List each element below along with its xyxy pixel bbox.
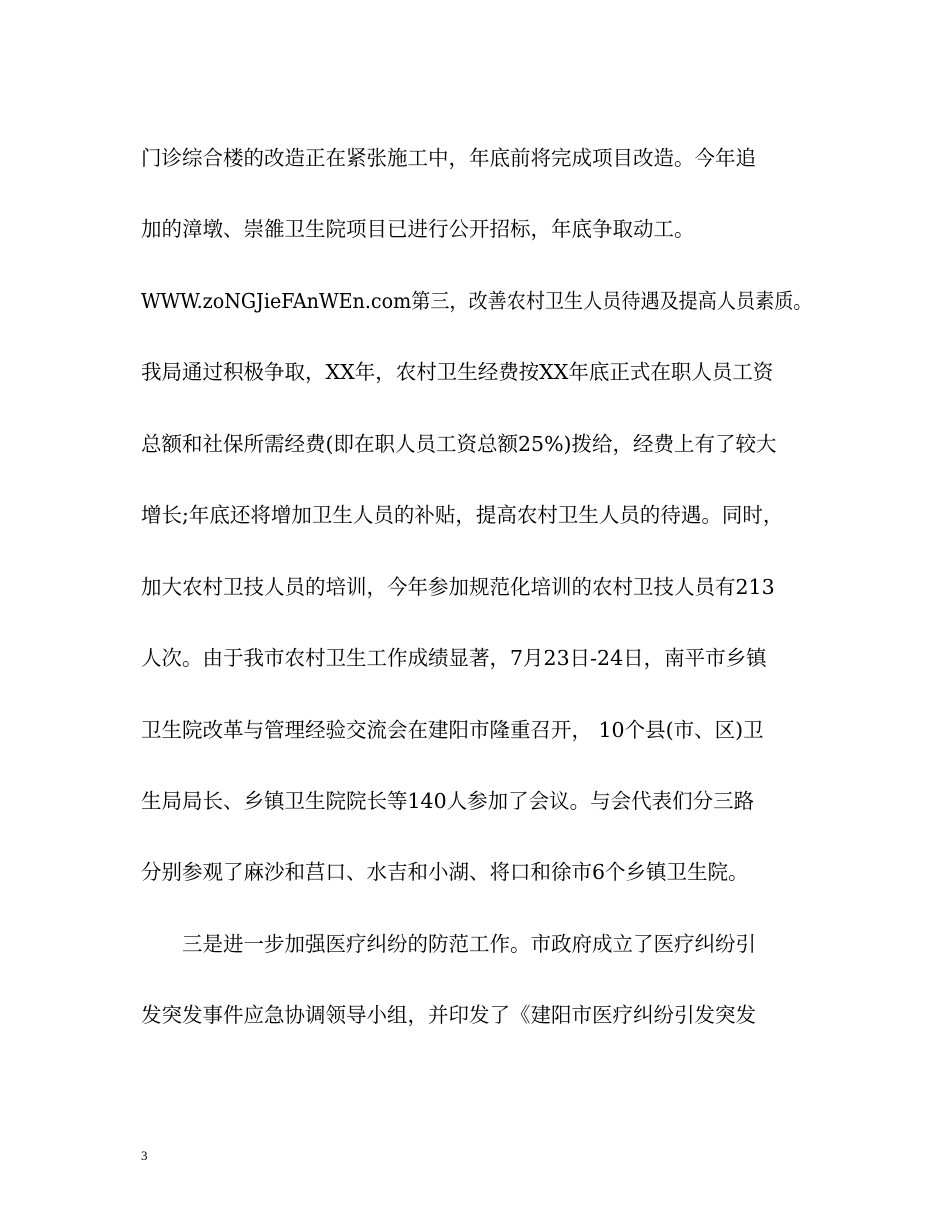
paragraph-first-line: 三是进一步加强医疗纠纷的防范工作。市政府成立了医疗纠纷引 [182,932,756,956]
text-line: 分别参观了麻沙和莒口、水吉和小湖、将口和徐市6个乡镇卫生院。 [141,860,749,884]
text-line: 卫生院改革与管理经验交流会在建阳市隆重召开， 10个县(市、区)卫 [141,718,764,742]
text-line: 增长;年底还将增加卫生人员的补贴，提高农村卫生人员的待遇。同时， [141,503,784,527]
page-number: 3 [141,1148,148,1163]
text-line: 门诊综合楼的改造正在紧张施工中，年底前将完成项目改造。今年追 [141,146,756,170]
text-line: 发突发事件应急协调领导小组，并印发了《建阳市医疗纠纷引发突发 [141,1003,756,1027]
text-line: 生局局长、乡镇卫生院院长等140人参加了会议。与会代表们分三路 [141,789,755,813]
text-line: WWW.zoNGJieFAnWEn.com第三，改善农村卫生人员待遇及提高人员素质。 [141,289,813,313]
text-line: 我局通过积极争取，XX年，农村卫生经费按XX年底正式在职人员工资 [141,360,774,384]
text-line: 加的漳墩、崇雒卫生院项目已进行公开招标，年底争取动工。 [141,217,695,241]
text-line: 总额和社保所需经费(即在职人员工资总额25%)拨给，经费上有了较大 [141,432,777,456]
text-line: 加大农村卫技人员的培训，今年参加规范化培训的农村卫技人员有213 [141,575,775,599]
text-line: 人次。由于我市农村卫生工作成绩显著，7月23日-24日，南平市乡镇 [141,646,767,670]
